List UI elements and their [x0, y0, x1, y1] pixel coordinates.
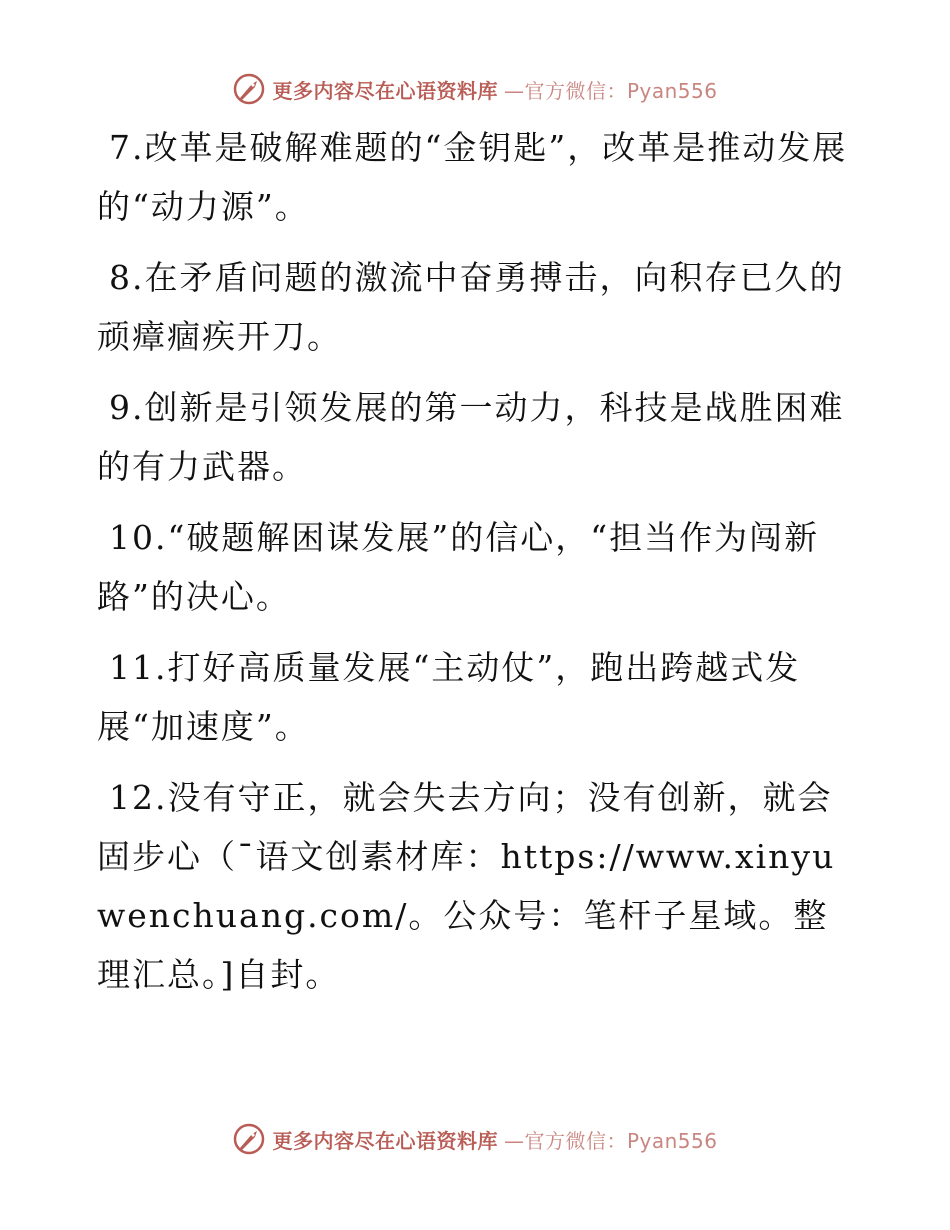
list-item: 8.在矛盾问题的激流中奋勇搏击，向积存已久的顽瘴痼疾开刀。 [97, 258, 845, 356]
banner-main-text: 更多内容尽在心语资料库 [272, 1128, 498, 1153]
pen-nib-icon [232, 1122, 266, 1156]
header-banner [0, 72, 950, 106]
list-item: 11.打好高质量发展“主动仗”，跑出跨越式发展“加速度”。 [97, 648, 801, 746]
list-item: 10.“破题解困谋发展”的信心，“担当作为闯新路”的决心。 [97, 518, 820, 616]
banner-main-text: 更多内容尽在心语资料库 [272, 78, 498, 103]
banner-wechat-text: —官方微信：Pyan556 [503, 78, 718, 103]
list-item: 7.改革是破解难题的“金钥匙”，改革是推动发展的“动力源”。 [97, 128, 848, 226]
list-item: 12.没有守正，就会失去方向；没有创新，就会固步心（¯语文创素材库：https://www.xinyuwenchuang.com/。公众号：笔杆子星域。整理汇总。]自封。 [97, 778, 836, 994]
banner-wechat-text: —官方微信：Pyan556 [503, 1128, 718, 1153]
document-body [97, 118, 857, 1004]
pen-nib-icon [232, 72, 266, 106]
footer-banner [0, 1122, 950, 1156]
list-item: 9.创新是引领发展的第一动力，科技是战胜困难的有力武器。 [97, 388, 845, 486]
